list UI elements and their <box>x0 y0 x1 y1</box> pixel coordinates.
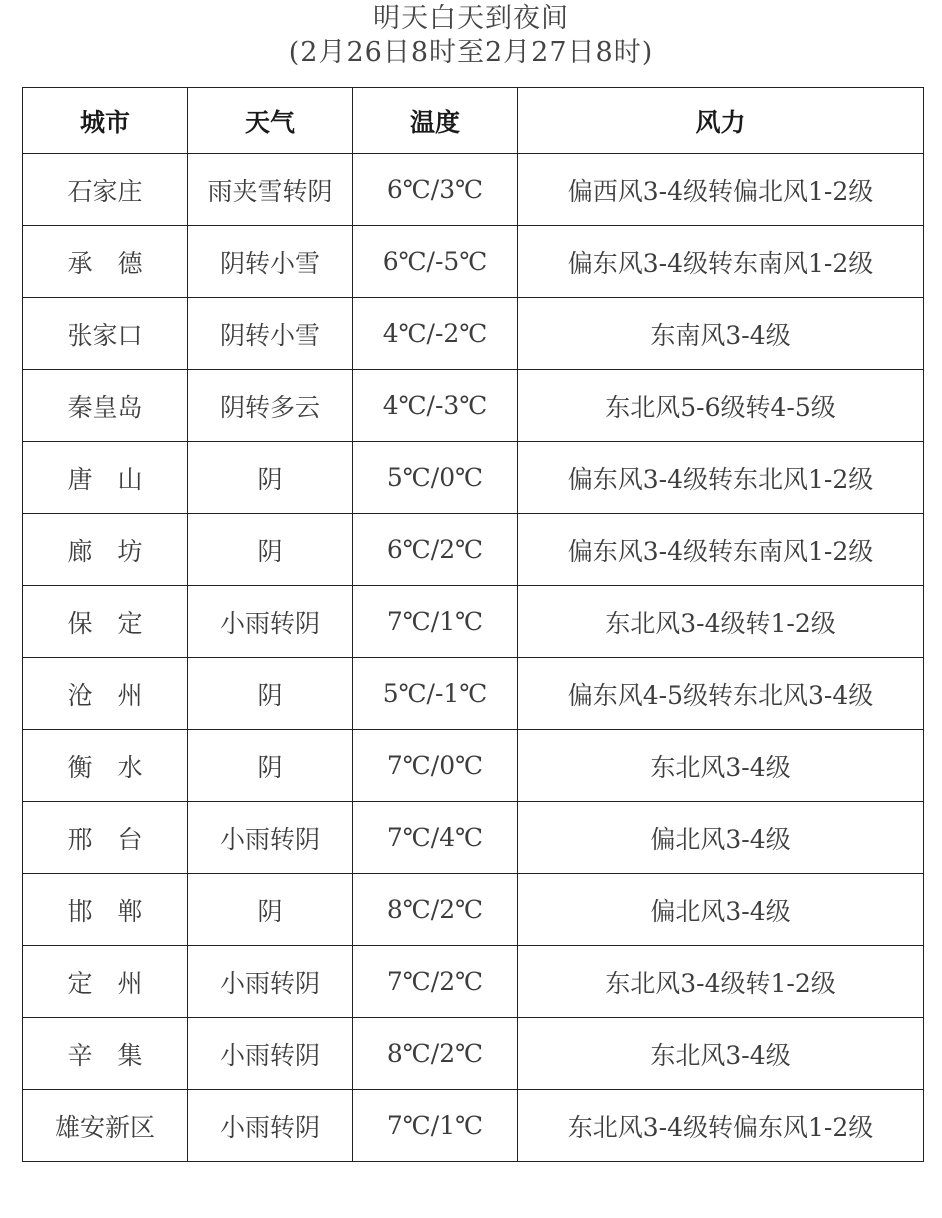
city-cell: 承 德 <box>23 226 188 298</box>
city-cell: 石家庄 <box>23 154 188 226</box>
weather-cell: 阴 <box>188 442 353 514</box>
wind-cell: 偏北风3-4级 <box>518 802 924 874</box>
city-cell: 唐 山 <box>23 442 188 514</box>
table-row <box>23 658 924 730</box>
city-cell: 雄安新区 <box>23 1090 188 1162</box>
table-row <box>23 1018 924 1090</box>
table-row <box>23 370 924 442</box>
wind-cell: 偏北风3-4级 <box>518 874 924 946</box>
temp-cell: 6℃/3℃ <box>353 154 518 226</box>
wind-cell: 东北风3-4级 <box>518 730 924 802</box>
weather-cell: 小雨转阴 <box>188 586 353 658</box>
city-cell: 定 州 <box>23 946 188 1018</box>
table-row <box>23 442 924 514</box>
temp-cell: 7℃/4℃ <box>353 802 518 874</box>
wind-cell: 东北风3-4级转1-2级 <box>518 946 924 1018</box>
city-cell: 保 定 <box>23 586 188 658</box>
wind-cell: 东南风3-4级 <box>518 298 924 370</box>
weather-cell: 小雨转阴 <box>188 802 353 874</box>
header-wind: 风力 <box>518 88 924 154</box>
temp-cell: 7℃/1℃ <box>353 1090 518 1162</box>
weather-cell: 雨夹雪转阴 <box>188 154 353 226</box>
table-row <box>23 514 924 586</box>
forecast-title <box>0 2 942 70</box>
table-row <box>23 874 924 946</box>
wind-cell: 偏东风3-4级转东南风1-2级 <box>518 514 924 586</box>
temp-cell: 5℃/0℃ <box>353 442 518 514</box>
city-cell: 邢 台 <box>23 802 188 874</box>
title-period: (2月26日8时至2月27日8时) <box>288 37 654 68</box>
wind-cell: 偏东风3-4级转东北风1-2级 <box>518 442 924 514</box>
temp-cell: 6℃/2℃ <box>353 514 518 586</box>
table-row <box>23 586 924 658</box>
temp-cell: 7℃/0℃ <box>353 730 518 802</box>
wind-cell: 东北风3-4级 <box>518 1018 924 1090</box>
header-temp: 温度 <box>353 88 518 154</box>
wind-cell: 偏西风3-4级转偏北风1-2级 <box>518 154 924 226</box>
weather-cell: 小雨转阴 <box>188 1090 353 1162</box>
temp-cell: 4℃/-2℃ <box>353 298 518 370</box>
weather-cell: 小雨转阴 <box>188 946 353 1018</box>
wind-cell: 偏东风4-5级转东北风3-4级 <box>518 658 924 730</box>
table-row <box>23 226 924 298</box>
wind-cell: 东北风5-6级转4-5级 <box>518 370 924 442</box>
table-row <box>23 730 924 802</box>
weather-cell: 阴转多云 <box>188 370 353 442</box>
title-main: 明天白天到夜间 <box>373 3 569 34</box>
temp-cell: 7℃/1℃ <box>353 586 518 658</box>
header-city: 城市 <box>23 88 188 154</box>
table-row <box>23 802 924 874</box>
weather-cell: 阴 <box>188 658 353 730</box>
city-cell: 张家口 <box>23 298 188 370</box>
wind-cell: 东北风3-4级转1-2级 <box>518 586 924 658</box>
city-cell: 衡 水 <box>23 730 188 802</box>
weather-cell: 阴 <box>188 730 353 802</box>
table-row <box>23 946 924 1018</box>
weather-cell: 阴 <box>188 514 353 586</box>
weather-cell: 阴转小雪 <box>188 226 353 298</box>
city-cell: 沧 州 <box>23 658 188 730</box>
header-row <box>23 88 924 154</box>
temp-cell: 6℃/-5℃ <box>353 226 518 298</box>
city-cell: 秦皇岛 <box>23 370 188 442</box>
forecast-table <box>22 87 924 1162</box>
temp-cell: 7℃/2℃ <box>353 946 518 1018</box>
city-cell: 邯 郸 <box>23 874 188 946</box>
weather-cell: 小雨转阴 <box>188 1018 353 1090</box>
table-row <box>23 298 924 370</box>
city-cell: 廊 坊 <box>23 514 188 586</box>
weather-cell: 阴 <box>188 874 353 946</box>
weather-cell: 阴转小雪 <box>188 298 353 370</box>
wind-cell: 偏东风3-4级转东南风1-2级 <box>518 226 924 298</box>
table-row <box>23 1090 924 1162</box>
temp-cell: 8℃/2℃ <box>353 874 518 946</box>
table-row <box>23 154 924 226</box>
header-weather: 天气 <box>188 88 353 154</box>
temp-cell: 5℃/-1℃ <box>353 658 518 730</box>
temp-cell: 4℃/-3℃ <box>353 370 518 442</box>
wind-cell: 东北风3-4级转偏东风1-2级 <box>518 1090 924 1162</box>
temp-cell: 8℃/2℃ <box>353 1018 518 1090</box>
city-cell: 辛 集 <box>23 1018 188 1090</box>
